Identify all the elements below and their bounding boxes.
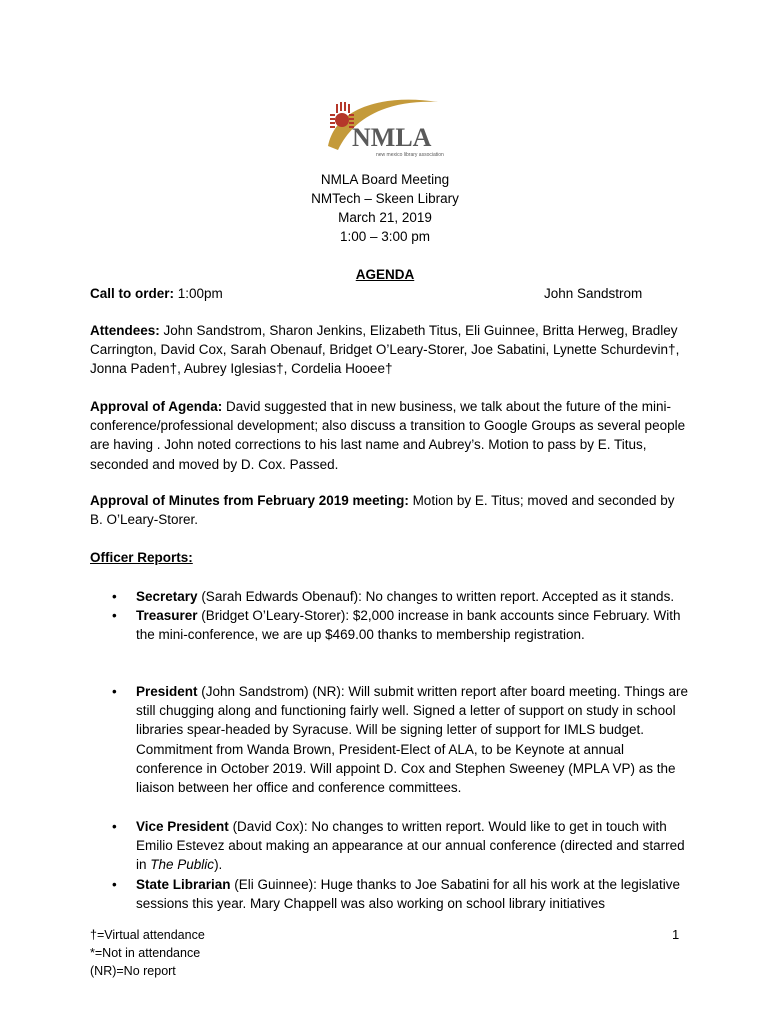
officer-report-list-2	[90, 682, 690, 797]
officer-reports-heading-wrap	[90, 548, 193, 567]
report-title: State Librarian	[136, 876, 231, 892]
approval-agenda-label: Approval of Agenda:	[90, 399, 223, 414]
officer-report-list-3	[90, 817, 690, 913]
agenda-heading-wrap	[0, 265, 770, 284]
report-treasurer	[90, 606, 690, 644]
meeting-date: March 21, 2019	[338, 210, 432, 225]
report-secretary	[90, 587, 690, 606]
officer-report-list-1	[90, 587, 690, 645]
report-vice-president	[90, 817, 690, 875]
call-to-order	[90, 284, 223, 303]
report-italic-title: The Public	[150, 857, 215, 873]
meeting-location: NMTech – Skeen Library	[311, 191, 459, 206]
approval-minutes-label: Approval of Minutes from February 2019 meeting:	[90, 493, 409, 508]
footer-legend	[90, 926, 205, 980]
bullet-icon: •	[112, 819, 117, 834]
page-number: 1	[672, 927, 680, 942]
report-text-after: ).	[214, 857, 223, 873]
bullet-icon: •	[112, 684, 117, 699]
report-title: President	[136, 684, 198, 699]
legend-virtual: †=Virtual attendance	[90, 928, 205, 942]
legend-no-report: (NR)=No report	[90, 964, 176, 978]
approval-agenda-text: David suggested that in new business, we talk about the future of the mini-conference/professional development; also discuss a transition to Google Groups as several people are having . John noted corrections to his last name and Aubrey’s. Motion to pass by E. Titus, seconded and moved by D. Cox. Passed.	[90, 399, 686, 472]
report-title: Vice President	[136, 819, 229, 834]
approval-minutes-section	[90, 491, 690, 529]
approval-agenda-section	[90, 397, 690, 474]
meeting-title: NMLA Board Meeting	[320, 172, 450, 187]
bullet-icon: •	[112, 876, 117, 892]
approval-minutes-text: Motion by E. Titus; moved and seconded by B. O’Leary-Storer.	[90, 493, 675, 528]
report-president	[90, 682, 690, 797]
svg-text:new mexico library association: new mexico library association	[376, 152, 444, 158]
call-to-order-label: Call to order:	[90, 286, 175, 301]
attendees-text: John Sandstrom, Sharon Jenkins, Elizabeth Titus, Eli Guinnee, Britta Herweg, Bradley Carrington, David Cox, Sarah Obenauf, Bridget O’Leary-Storer, Joe Sabatini, Lynette Schurdevin†, Jonna Paden†, Aubrey Iglesias†, Cordelia Hooee†	[90, 323, 680, 377]
meeting-header	[0, 170, 770, 246]
officer-reports-heading: Officer Reports:	[90, 550, 193, 565]
call-to-order-presider: John Sandstrom	[544, 286, 643, 301]
report-text: (Sarah Edwards Obenauf): No changes to written report. Accepted as it stands.	[197, 589, 675, 604]
report-text: (David Cox): No changes to written report. Would like to get in touch with Emilio Estevez about making an appearance at our annual conference (directed and starred in	[136, 819, 685, 873]
call-to-order-time: 1:00pm	[174, 286, 223, 301]
meeting-time: 1:00 – 3:00 pm	[339, 229, 431, 244]
report-title: Secretary	[136, 589, 198, 604]
report-text: (John Sandstrom) (NR): Will submit written report after board meeting. Things are still chugging along and functioning fairly well. Signed a letter of support on study in school libraries spear-headed by Syracuse. Will be signing letter of support for IMLS budget. Commitment from Wanda Brown, President-Elect of ALA, to be Keynote at annual conference in October 2019. Will appoint D. Cox and Stephen Sweeney (MPLA VP) as the liaison between her office and conference committees.	[136, 684, 688, 796]
report-text: (Bridget O’Leary-Storer): $2,000 increase in bank accounts since February. With the mini-conference, we are up $469.00 thanks to membership registration.	[136, 608, 681, 643]
report-text: (Eli Guinnee): Huge thanks to Joe Sabatini for all his work at the legislative sessions this year. Mary Chappell was also working on school library initiatives	[136, 876, 681, 911]
report-state-librarian	[90, 875, 690, 913]
attendees-label: Attendees:	[90, 323, 160, 338]
svg-text:NMLA: NMLA	[352, 123, 432, 152]
nmla-logo	[316, 92, 446, 160]
report-title: Treasurer	[136, 608, 198, 624]
legend-absent: *=Not in attendance	[90, 946, 201, 960]
bullet-icon: •	[112, 589, 117, 604]
bullet-icon: •	[112, 608, 117, 624]
agenda-heading: AGENDA	[355, 267, 415, 282]
attendees-section	[90, 321, 690, 379]
